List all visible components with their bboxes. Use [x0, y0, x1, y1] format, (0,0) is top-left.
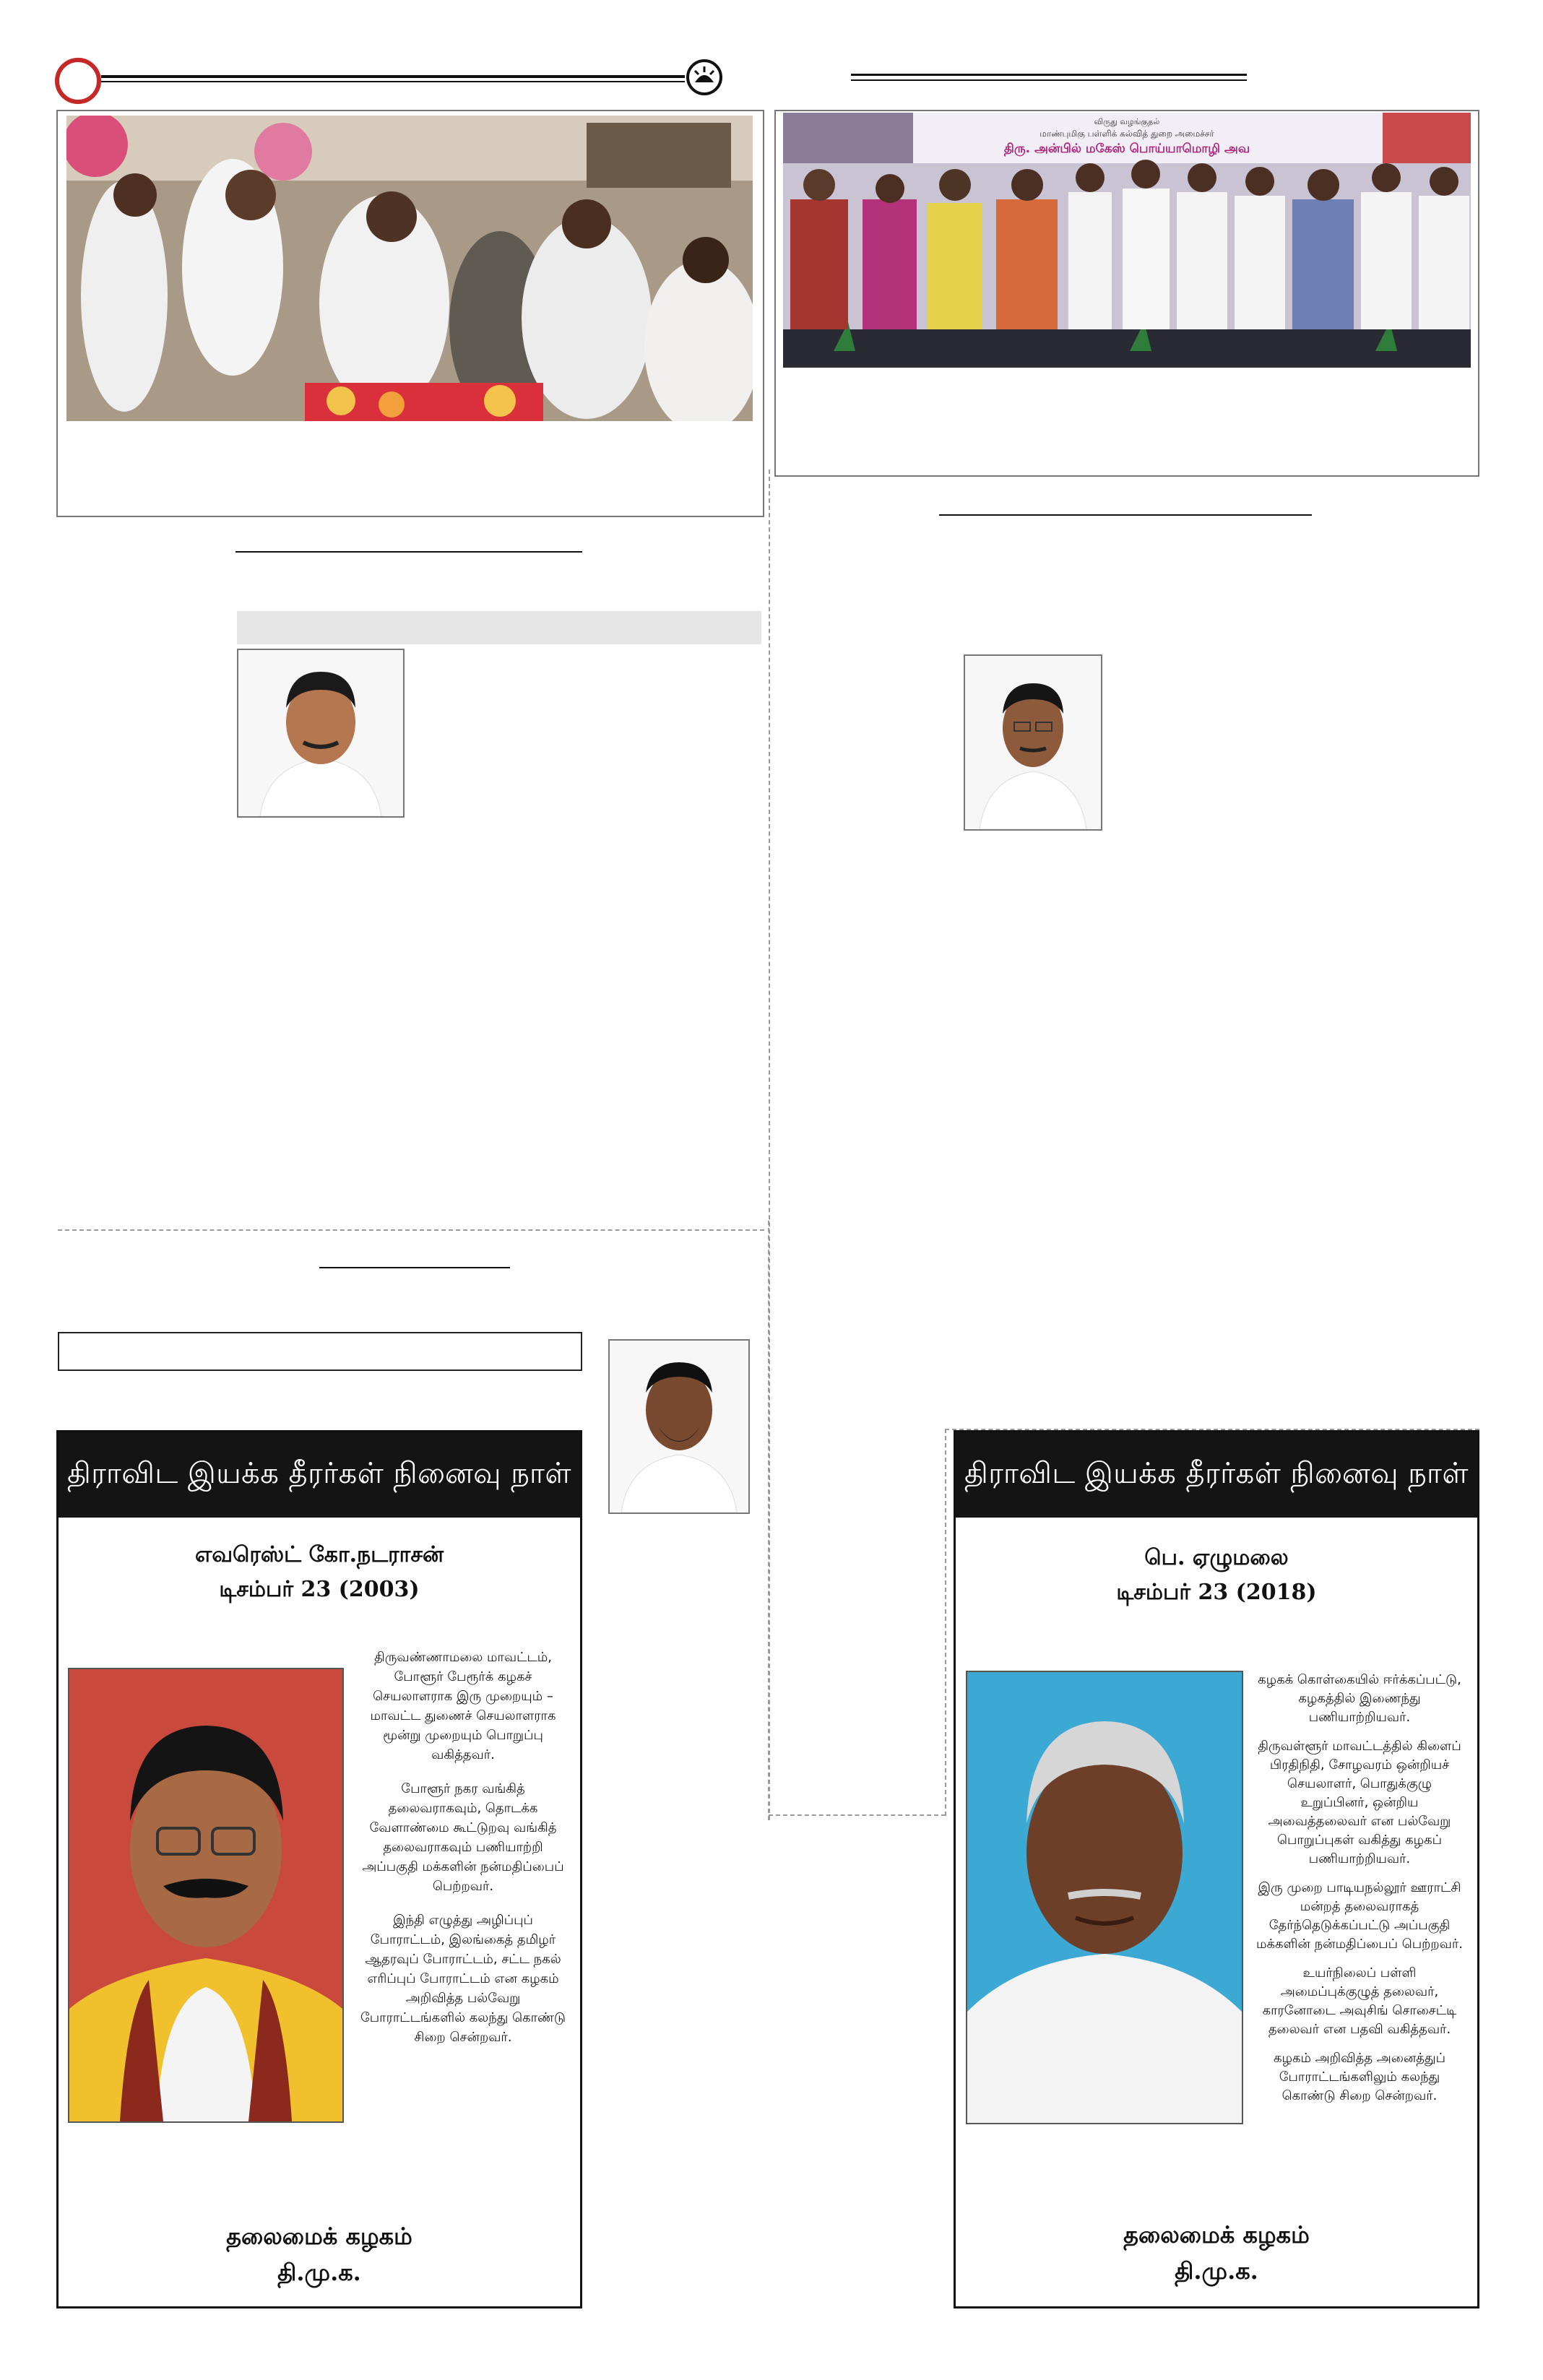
memorial-bio-right-p1: கழகக் கொள்கையில் ஈர்க்கப்பட்டு, கழகத்தில் இணைந்து பணியாற்றியவர்.	[1258, 1672, 1461, 1725]
right-header-rule-top	[851, 74, 1247, 76]
caption-box	[58, 1332, 582, 1371]
memorial-bio-left	[355, 1648, 571, 2061]
memorial-footer-left-2: தி.மு.க.	[277, 2259, 361, 2286]
memorial-name-right: பெ. ஏழுமலை	[1144, 1545, 1289, 1570]
memorial-photo-right	[966, 1671, 1243, 2124]
headline-rule-lower	[319, 1267, 510, 1268]
memorial-heading-right: திராவிட இயக்க தீரர்கள் நினைவு நாள்	[956, 1432, 1477, 1518]
section-divider-right	[769, 1814, 946, 1816]
portrait-columnist-2	[964, 654, 1102, 831]
shaded-heading-bar	[237, 611, 761, 644]
memorial-card-right	[954, 1430, 1479, 2308]
memorial-card-left	[56, 1430, 582, 2308]
memorial-bio-right-p5: கழகம் அறிவித்த அனைத்துப் போராட்டங்களிலும் கலந்து கொண்டு சிறை சென்றவர்.	[1273, 2051, 1446, 2103]
news-photo-award-stage	[783, 113, 1471, 368]
header-rule-bottom	[101, 81, 685, 82]
headline-rule-left	[235, 551, 582, 553]
column-divider-lower	[768, 1221, 769, 1820]
portrait-columnist-3	[608, 1339, 750, 1514]
memorial-bio-left-p2: போளூர் நகர வங்கித் தலைவராகவும், தொடக்க வேளாண்மை கூட்டுறவு வங்கித் தலைவராகவும் பணியாற்றி அப்பகுதி மக்களின் நன்மதிப்பைப் பெற்றவர்.	[362, 1781, 564, 1894]
memorial-footer-right-1: தலைமைக் கழகம்	[1123, 2221, 1310, 2249]
header-rule-top	[101, 75, 685, 78]
memorial-date-right: டிசம்பர் 23 (2018)	[1116, 1580, 1317, 1605]
portrait-columnist-1	[237, 649, 405, 818]
memorial-bio-right-p4: உயர்நிலைப் பள்ளி அமைப்புக்குழுத் தலைவர், காரனோடை அவுசிங் சொசைட்டி தலைவர் என பதவி வகித்தவர்.	[1262, 1965, 1457, 2037]
memorial-bio-left-p1: திருவண்ணாமலை மாவட்டம், போளூர் பேரூர்க் கழகச் செயலாளராக இரு முறையும் – மாவட்ட துணைச் செயலாளராக மூன்று முறையும் பொறுப்பு வகித்தவர்.	[370, 1650, 556, 1762]
stage-banner-line3: திரு. அன்பில் மகேஸ் பொய்யாமொழி அவ	[1003, 142, 1250, 156]
memorial-name-left: எவரெஸ்ட் கோ.நடராசன்	[194, 1542, 444, 1567]
memorial-bio-left-p3: இந்தி எழுத்து அழிப்புப் போராட்டம், இலங்கைத் தமிழர் ஆதரவுப் போராட்டம், சட்ட நகல் எரிப்புப் போராட்டம் என கழகம் அறிவித்த பல்வேறு போராட்டங்களில் கலந்து கொண்டு சிறை சென்றவர்.	[360, 1913, 566, 2045]
memorial-bio-right-p2: திருவள்ளூர் மாவட்டத்தில் கிளைப் பிரதிநிதி, சோழவரம் ஒன்றியச் செயலாளர், பொதுக்குழு உறுப்பினர், ஒன்றிய அவைத்தலைவர் என பல்வேறு பொறுப்புகள் வகித்து கழகப் பணியாற்றியவர்.	[1258, 1739, 1461, 1866]
memorial-bio-right	[1253, 1671, 1466, 2106]
headline-rule-right	[939, 514, 1312, 516]
stage-banner-line2: மாண்புமிகு பள்ளிக் கல்வித் துறை அமைச்சர்	[1040, 129, 1214, 139]
section-divider-left	[58, 1229, 764, 1231]
memorial-date-left: டிசம்பர் 23 (2003)	[219, 1577, 420, 1602]
memorial-heading-left: திராவிட இயக்க தீரர்கள் நினைவு நாள்	[59, 1432, 580, 1518]
rising-sun-icon	[686, 59, 722, 95]
stage-banner-line1: விருது வழங்குதல்	[1094, 117, 1160, 126]
memorial-footer-left-1: தலைமைக் கழகம்	[226, 2223, 412, 2250]
memorial-footer-right-2: தி.மு.க.	[1175, 2257, 1258, 2285]
right-header-rule-bottom	[851, 79, 1247, 81]
memorial-photo-left	[68, 1668, 344, 2123]
news-photo-condolence	[66, 116, 753, 421]
memorial-bio-right-p3: இரு முறை பாடியநல்லூர் ஊராட்சி மன்றத் தலைவராகத் தேர்ந்தெடுக்கப்பட்டு அப்பகுதி மக்களின் நன்மதிப்பைப் பெற்றவர்.	[1255, 1880, 1464, 1952]
header-circle-logo	[55, 58, 101, 104]
right-memorial-dash-left	[945, 1429, 946, 1816]
